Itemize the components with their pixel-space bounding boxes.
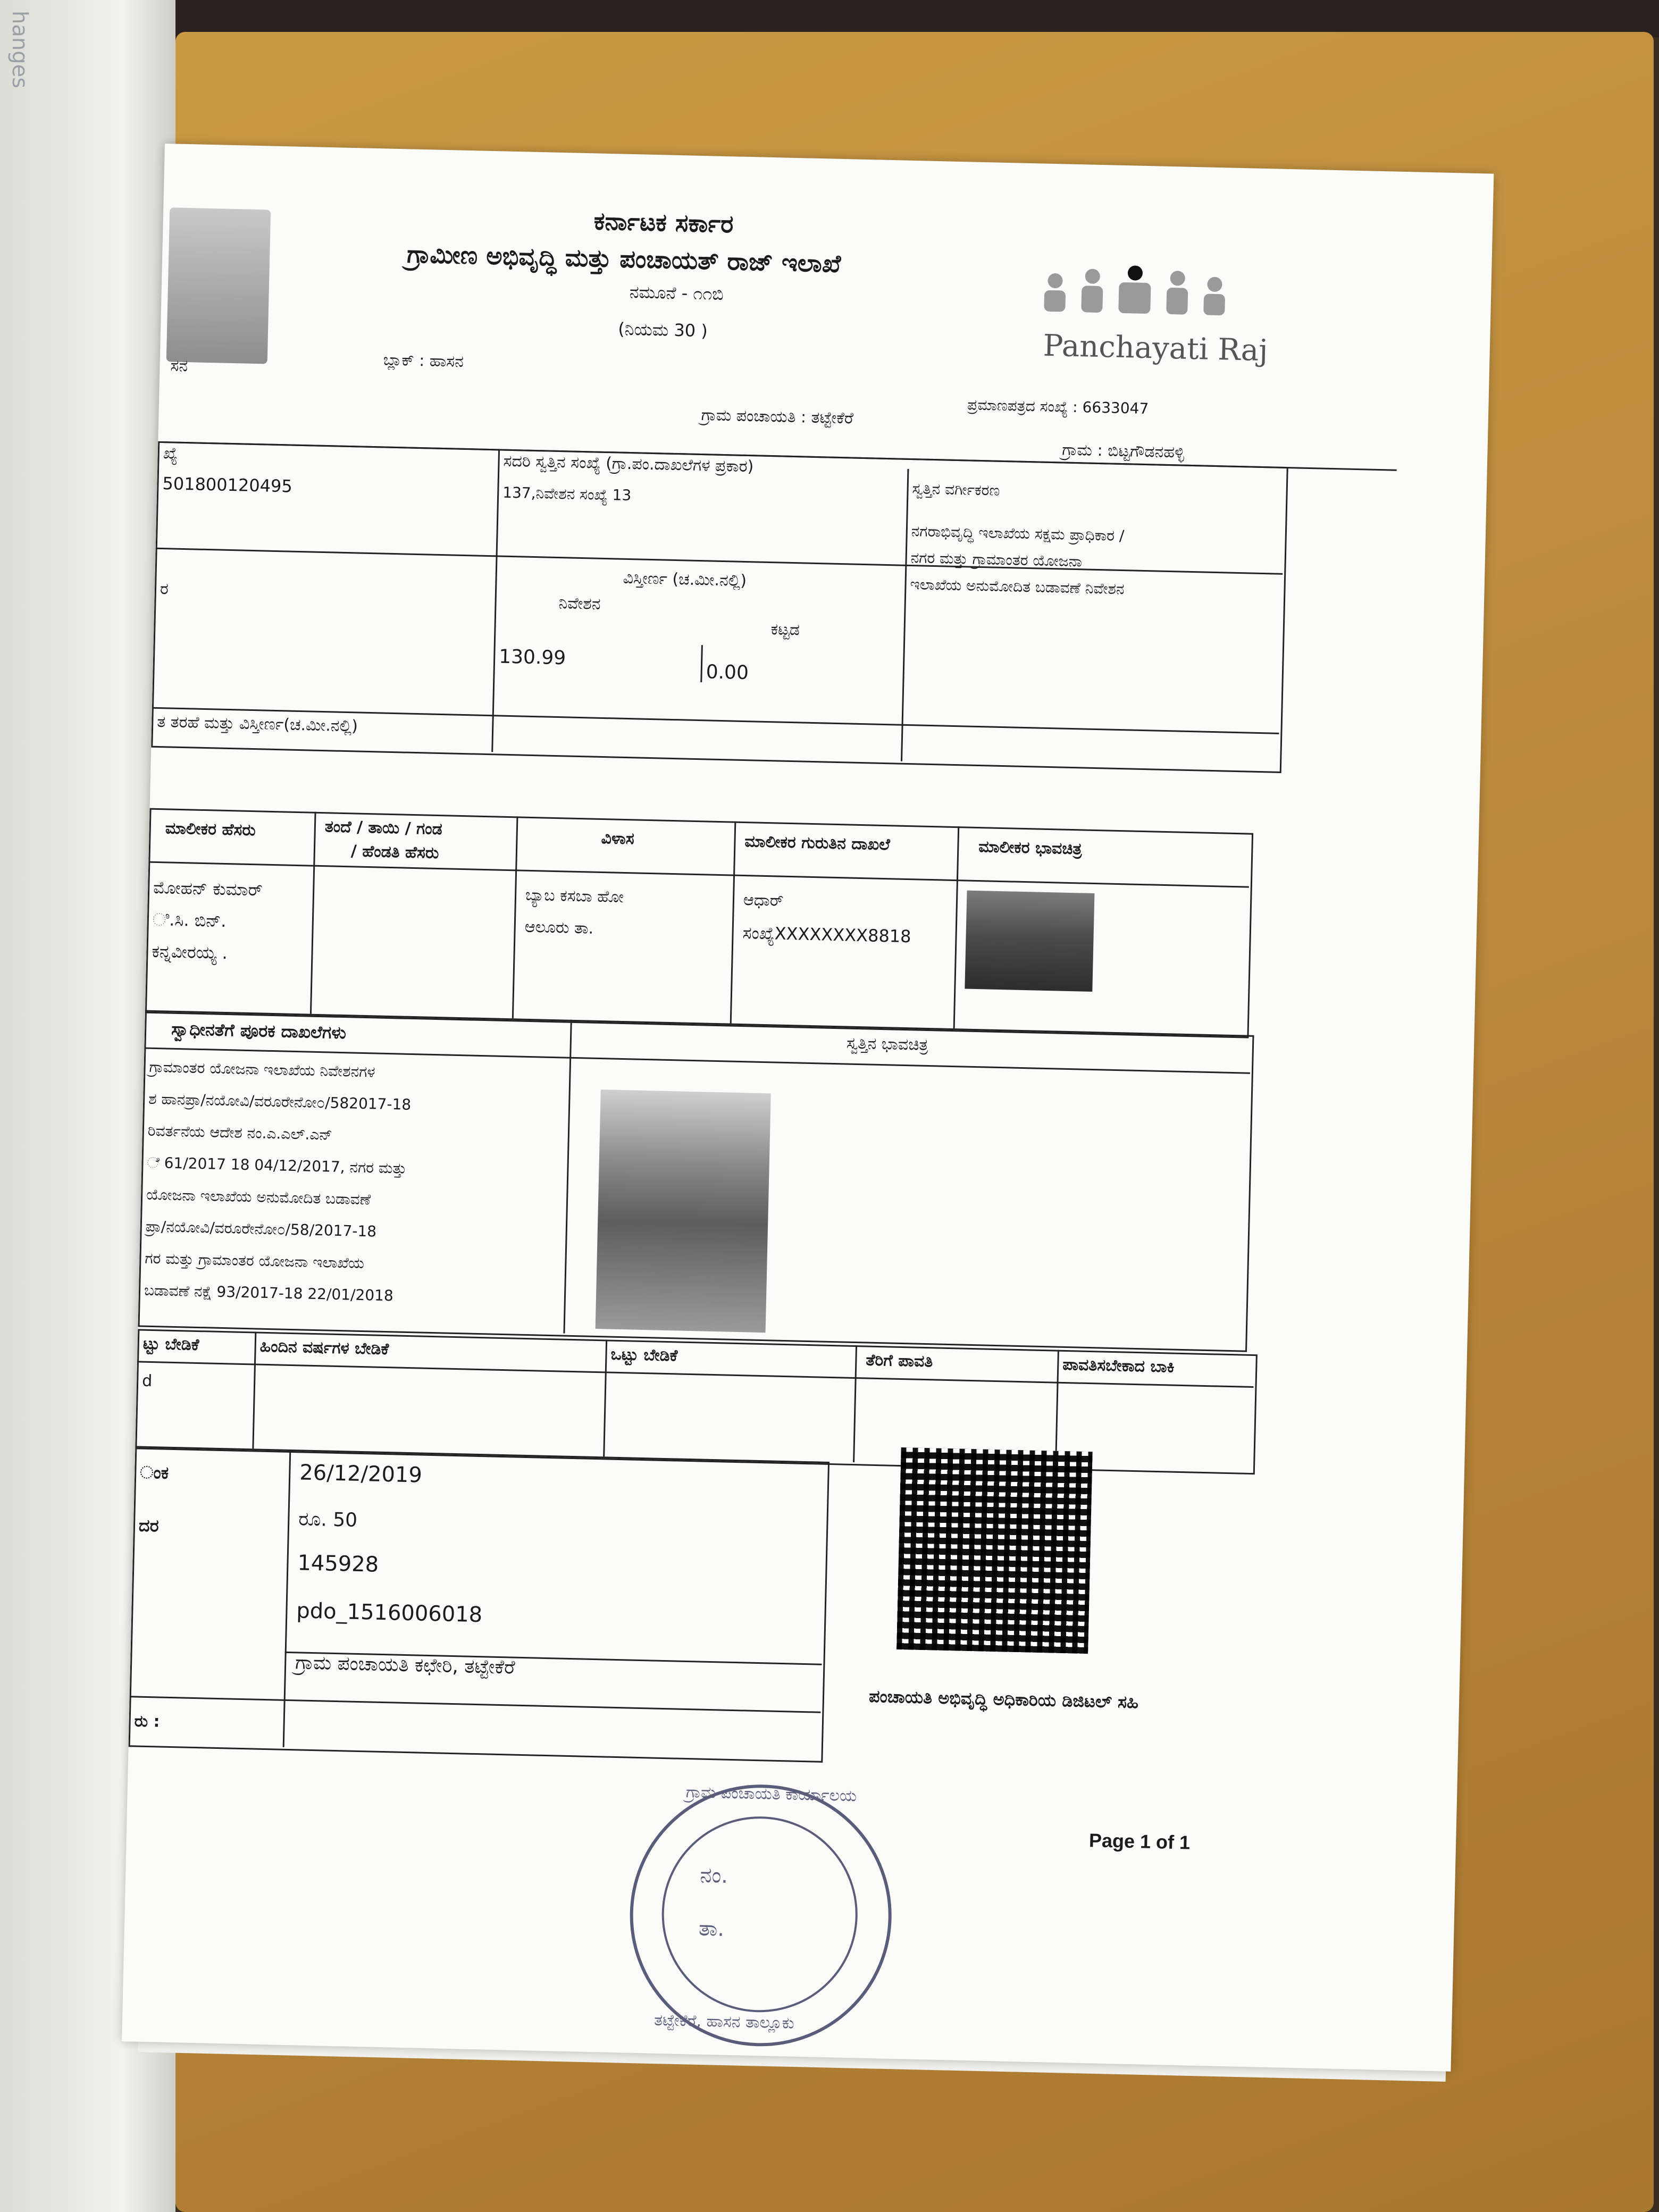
current-demand-header: ಟ್ಟು ಬೇಡಿಕೆ <box>143 1334 199 1355</box>
fee-label: ದರ <box>138 1515 160 1536</box>
classification-line-3: ಇಲಾಖೆಯ ಅನುಮೋದಿತ ಬಡಾವಣೆ ನಿವೇಶನ <box>910 575 1125 598</box>
owner-name-line-3: ಕನ್ನವೀರಯ್ಯ . <box>152 941 228 963</box>
district-fragment: ಸನ <box>170 356 188 376</box>
stamp-number-label: ನಂ. <box>699 1863 728 1888</box>
issued-by-user: pdo_1516006018 <box>296 1598 483 1628</box>
panchayati-raj-logo <box>1033 259 1269 368</box>
area-label: ವಿಸ್ತೀರ್ಣ (ಚ.ಮೀ.ನಲ್ಲಿ) <box>623 568 747 591</box>
tax-row-fragment: d <box>141 1371 153 1391</box>
classification-line-2: ನಗರ ಮತ್ತು ಗ್ರಾಮಾಂತರ ಯೋಜನಾ <box>910 549 1083 571</box>
property-photo <box>596 1090 771 1333</box>
karnataka-emblem-icon <box>166 207 271 364</box>
document-line: ಬಡಾವಣೆ ನಕ್ಷೆ 93/2017-18 22/01/2018 <box>144 1281 394 1305</box>
form-number: ನಮೂನೆ - ೧೧ಬಿ <box>629 281 724 304</box>
property-id-value: 501800120495 <box>162 473 293 497</box>
left-page-text: hanges <box>7 11 32 89</box>
document-line: ಪ್ರಾ/ನಯೋವಿ/ವರೂರೇನೋ೦/58/2017-18 <box>145 1217 377 1241</box>
document-line: ಶ ಹಾನಪ್ರಾ/ನಯೋವಿ/ವರೂರೇನೋ೦/582017-18 <box>148 1090 412 1113</box>
stamp-date-label: ತಾ. <box>698 1916 725 1941</box>
village: ಗ್ರಾಮ : ಬಿಟ್ಟಗೌಡನಹಳ್ಳಿ <box>1061 440 1185 462</box>
document-line: ೆ 61/2017 18 04/12/2017, ನಗರ ಮತ್ತು <box>147 1153 407 1177</box>
building-label: ಕಟ್ಟಡ <box>770 620 800 640</box>
owner-name-header: ಮಾಲೀಕರ ಹೆಸರು <box>165 819 256 840</box>
owner-photo-header: ಮಾಲೀಕರ ಭಾವಚಿತ್ರ <box>978 837 1083 859</box>
classification-line-1: ನಗರಾಭಿವೃದ್ಧಿ ಇಲಾಖೆಯ ಸಕ್ಷಮ ಪ್ರಾಧಿಕಾರ / <box>911 522 1125 545</box>
tax-paid-header: ತೆರಿಗೆ ಪಾವತಿ <box>866 1351 933 1371</box>
document-line: ಗ್ರಾಮಾಂತರ ಯೋಜನಾ ಇಲಾಖೆಯ ನಿವೇಶನಗಳ <box>149 1058 375 1081</box>
property-photo-label: ಸ್ವತ್ತಿನ ಭಾವಚಿತ್ರ <box>846 1034 928 1055</box>
qr-code <box>896 1447 1093 1654</box>
stamp-outer-text: ಗ್ರಾಮ ಪಂಚಾಯತಿ ಕಾರ್ಯಾಲಯ <box>685 1783 857 1806</box>
issue-date-label: ಂಕ <box>139 1462 169 1483</box>
gram-panchayat: ಗ್ರಾಮ ಪಂಚಾಯತಿ : ತಟ್ಟೇಕೆರೆ <box>701 406 854 428</box>
issuing-office: ಗ್ರಾಮ ಪಂಚಾಯತಿ ಕಛೇರಿ, ತಟ್ಟೇಕೆರೆ <box>295 1652 516 1679</box>
address-header: ವಿಳಾಸ <box>601 828 635 849</box>
previous-demand-header: ಹಿಂದಿನ ವರ್ಷಗಳ ಬೇಡಿಕೆ <box>259 1337 389 1359</box>
rule-number: (ನಿಯಮ 30 ) <box>617 319 708 341</box>
local-number-label: ಸದರಿ ಸ್ವತ್ತಿನ ಸಂಖ್ಯೆ (ಗ್ರಾ.ಪಂ.ದಾಖಲೆಗಳ ಪ್ರಕಾರ) <box>503 451 754 476</box>
digital-signature-label: ಪಂಚಾಯತಿ ಅಭಿವೃದ್ಧಿ ಅಧಿಕಾರಿಯ ಡಿಜಿಟಲ್ ಸಹಿ <box>868 1686 1139 1713</box>
id-document-header: ಮಾಲೀಕರ ಗುರುತಿನ ದಾಖಲೆ <box>744 832 891 854</box>
balance-header: ಪಾವತಿಸಬೇಕಾದ ಬಾಕಿ <box>1062 1355 1175 1377</box>
site-area-value: 130.99 <box>498 646 566 669</box>
owner-address-line-1: ಬ್ಯಾಬ ಕಸಬಾ ಹೋ <box>525 885 624 907</box>
document-line: ಗರ ಮತ್ತು ಗ್ರಾಮಾಂತರ ಯೋಜನಾ ಇಲಾಖೆಯ <box>145 1249 365 1272</box>
panchayati-raj-text: Panchayati Raj <box>1043 328 1269 368</box>
property-id-label: ಖ್ಯೆ <box>163 444 178 463</box>
certificate-number: ಪ್ರಮಾಣಪತ್ರದ ಸಂಖ್ಯೆ : 6633047 <box>967 396 1149 418</box>
building-area-value: 0.00 <box>706 661 749 684</box>
local-number-value: 137,ನಿವೇಶನ ಸಂಖ್ಯೆ 13 <box>502 483 632 505</box>
type-label: ರ <box>160 580 169 599</box>
fee-value: ರೂ. 50 <box>298 1508 358 1531</box>
building-type-label: ತ ತರಹೆ ಮತ್ತು ವಿಸ್ತೀರ್ಣ(ಚ.ಮೀ.ನಲ್ಲಿ) <box>156 712 358 736</box>
department-title: ಗ್ರಾಮೀಣ ಅಭಿವೃದ್ಧಿ ಮತ್ತು ಪಂಚಾಯತ್ ರಾಜ್ ಇಲಾಖೆ <box>406 239 841 278</box>
total-demand-header: ಒಟ್ಟು ಬೇಡಿಕೆ <box>610 1345 678 1365</box>
signature-field-label: ರು : <box>134 1712 160 1731</box>
certificate-page <box>122 144 1494 2072</box>
site-label: ನಿವೇಶನ <box>558 594 601 614</box>
owner-name-line-2: ಿ.ಸಿ. ಬಿನ್. <box>152 909 227 931</box>
state-title: ಕರ್ನಾಟಕ ಸರ್ಕಾರ <box>593 206 734 239</box>
owner-id-line-1: ಆಧಾರ್ <box>743 891 784 910</box>
receipt-number: 145928 <box>297 1551 379 1577</box>
classification-label: ಸ್ವತ್ತಿನ ವರ್ಗೀಕರಣ <box>912 480 1000 499</box>
relation-header: ತಂದೆ / ತಾಯಿ / ಗಂಡ <box>324 817 443 839</box>
owner-name-line-1: ಮೋಹನ್ ಕುಮಾರ್ <box>153 877 263 900</box>
relation-header-2: / ಹೆಂಡತಿ ಹೆಸರು <box>350 842 439 863</box>
issue-date: 26/12/2019 <box>299 1460 423 1488</box>
owner-address-line-2: ಆಲೂರು ತಾ. <box>524 917 594 938</box>
panchayati-raj-people-icon <box>1033 259 1236 338</box>
page-number: Page 1 of 1 <box>1088 1829 1191 1854</box>
document-line: ಯೋಜನಾ ಇಲಾಖೆಯ ಅನುಮೋದಿತ ಬಡಾವಣೆ <box>146 1185 371 1209</box>
stamp-place-text: ತಟ್ಟೇಕೆರೆ, ಹಾಸನ ತಾಲ್ಲೂಕು <box>653 2010 795 2033</box>
documents-label: ಸ್ವಾಧೀನತೆಗೆ ಪೂರಕ ದಾಖಲೆಗಳು <box>171 1018 347 1043</box>
owner-photo <box>965 891 1094 992</box>
document-line: ರಿವರ್ತನೆಯ ಆದೇಶ ನಂ.ಎ.ಎಲ್.ಎನ್ <box>147 1121 333 1144</box>
block-label: ಬ್ಲಾಕ್ : ಹಾಸನ <box>383 350 464 371</box>
owner-id-line-2: ಸಂಖ್ಯೆXXXXXXXX8818 <box>742 923 911 947</box>
